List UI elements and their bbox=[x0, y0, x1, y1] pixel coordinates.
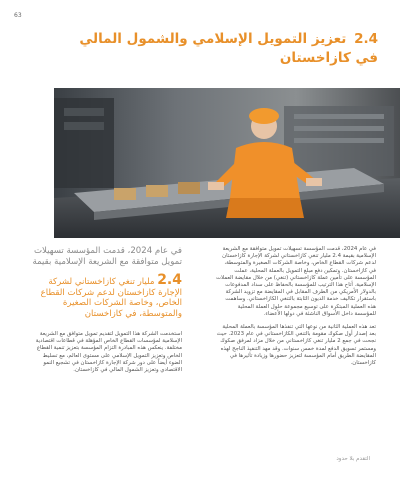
highlight-text: مليار تنغي كازاخستاني لشركة الإجارة كازاخستان لدعم شركات القطاع الخاص، وخاصة الشركات الصغيرة والمتوسطة، في كازاخستان bbox=[40, 277, 182, 319]
highlight-figure bbox=[30, 272, 182, 319]
left-paragraph: استخدمت الشركة هذا التمويل لتقديم تمويل متوافق مع الشريعة الإسلامية لمؤسسات القطاع الخاص المؤهلة في قطاعات اقتصادية مختلفة. ينعكس هذه المبادرة التزام المؤسسة بتعزيز تنمية القطاع الخاص وتعزيز التمويل الإسلامي على مستوى العالم، مع تسليط الضوء أيضاً على دور شركة الإجارة كازاخستان في تشجيع النمو الاقتصادي وتعزيز الشمول المالي في كازاخستان. bbox=[35, 331, 182, 374]
right-paragraph-1: في عام 2024، قدمت المؤسسة تسهيلات تمويل متوافقة مع الشريعة الإسلامية بقيمة 2.4 مليار تنغي كازاخستاني لشركة الإجارة كازاخستان لدعم شركات القطاع الخاص، وخاصة الشركات الصغيرة والمتوسطة، في كازاخستان. وتمكين دفع مبلغ التمويل بالعملة المحلية، عملت المؤسسة على تأمين عملة كازاخستاني (تنغي) من خلال مقايضة العملات الإسلامية. أتاح هذا الترتيب للمؤسسة بالحفاظ على سداد المدفوعات بالدولار الأمريكي من الطرف المقابل في المقايضة مع تزويد الشركة باستقرار تكاليف خدمة الديون الثابتة بالتنغي الكازاخستاني. وساهمت هذه العملية المبتكرة على توسيع مجموعة حلول العملة المحلية للمؤسسة داخل الأسواق الناشئة في دولها الأعضاء. bbox=[215, 246, 376, 317]
page-number: 63 bbox=[14, 12, 22, 19]
section-title-text: تعزيز التمويل الإسلامي والشمول المالي في كازاخستان bbox=[79, 31, 378, 66]
left-column bbox=[30, 246, 182, 374]
right-column bbox=[216, 246, 376, 373]
footer-slogan: التقدم بلا حدود bbox=[336, 456, 370, 462]
left-intro: في عام 2024، قدمت المؤسسة تسهيلات تمويل متوافقة مع الشريعة الإسلامية بقيمة bbox=[32, 246, 182, 267]
section-number: 2.4 bbox=[354, 31, 378, 47]
highlight-number: 2.4 bbox=[157, 272, 182, 288]
section-title bbox=[78, 30, 378, 68]
right-paragraph-2: تعد هذه العملية الثانية من نوعها التي تنفذها المؤسسة بالعملة المحلية بعد إصدار أول صكوك مقومة بالتنغي الكازاخستاني في عام 2023. حيث نجحت في جمع 2 مليار تنغي كازاخستاني من خلال مزاد لمرفق صكوك ومستمر تسويق الدفع لمدة خمس سنوات. وقد مهد التنفيذ الناجح لهذه المقايضة الطريق أمام المؤسسة لتعزيز حضورها وزيادة تأثيرها في كازاخستان. bbox=[216, 324, 376, 367]
factory-worker-photo bbox=[54, 88, 400, 238]
